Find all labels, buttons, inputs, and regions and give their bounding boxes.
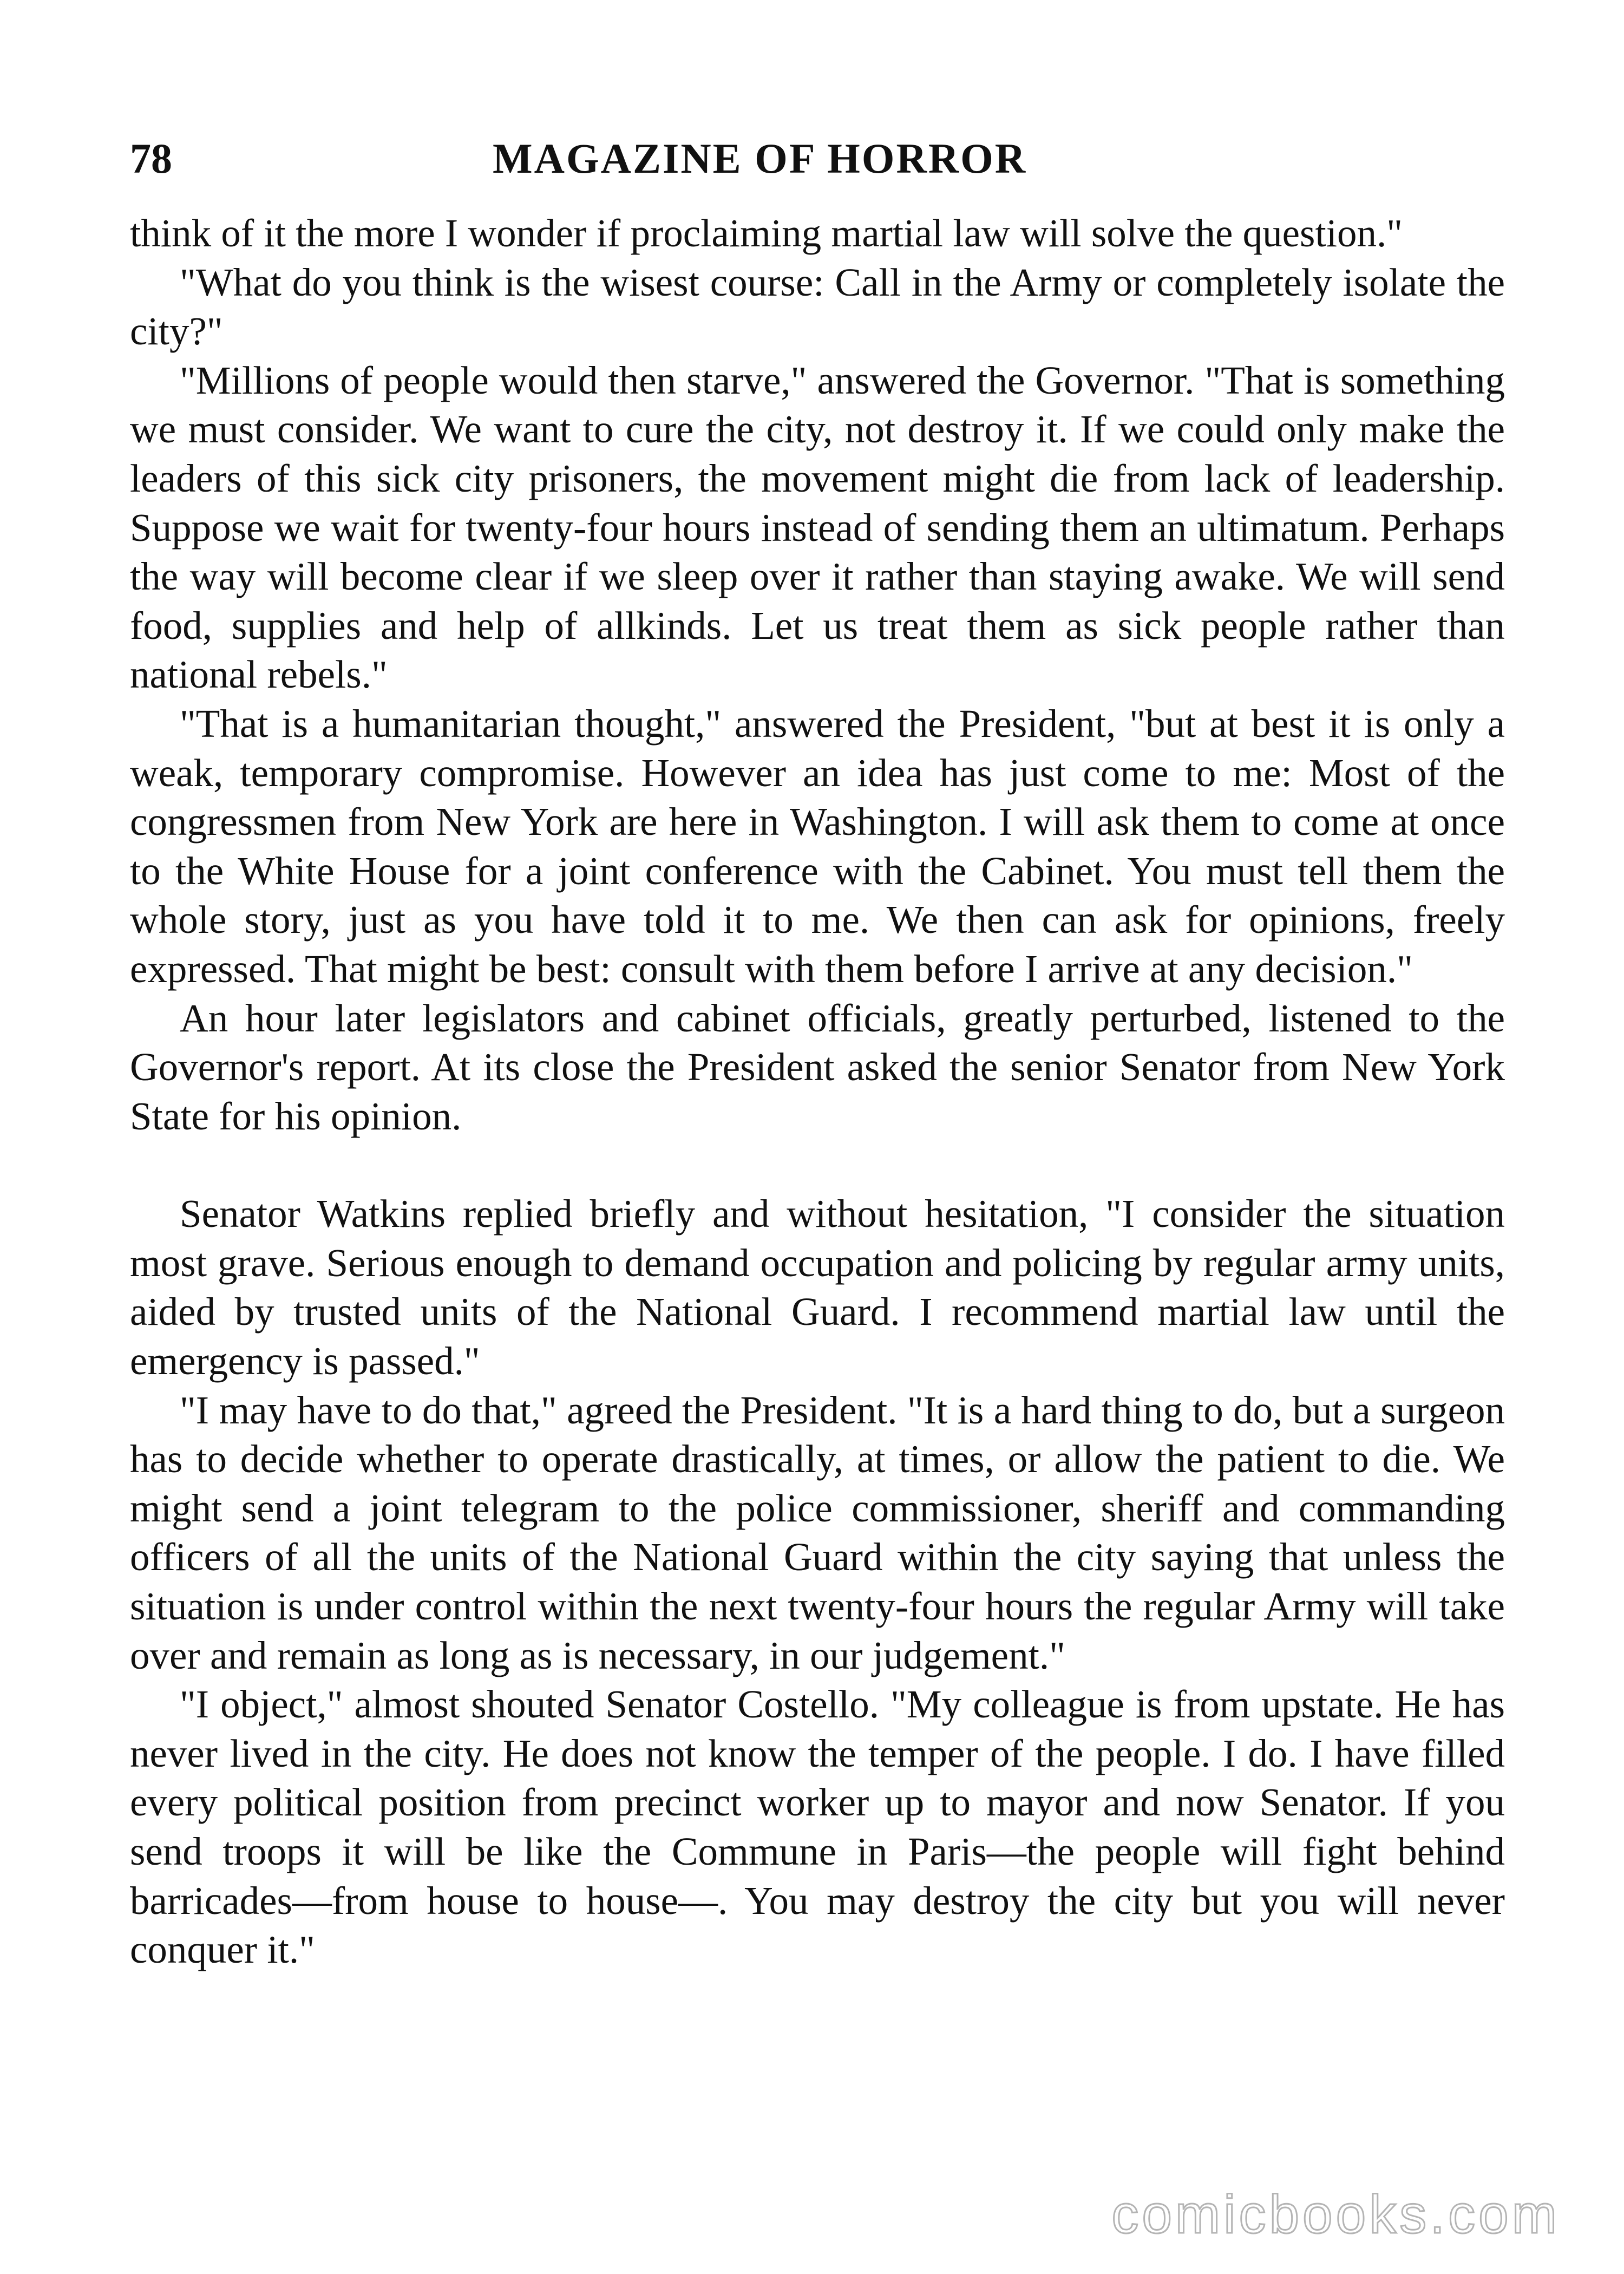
page-number: 78 <box>130 135 172 182</box>
story-text <box>130 209 1505 1975</box>
paragraph: "That is a humanitarian thought," answered the President, "but at best it is only a weak, temporary compromise. However an idea has just come to me: Most of the congressmen from New York are here in Washington. I will ask them to come at once to the White House for a joint conference with the Cabinet. You must tell them the whole story, just as you have told it to me. We then can ask for opinions, freely expressed. That might be best: consult with them before I arrive at any decision." <box>130 701 1505 991</box>
paragraph: "What do you think is the wisest course: Call in the Army or completely isolate the city?" <box>130 260 1505 354</box>
magazine-title: MAGAZINE OF HORROR <box>493 135 1027 182</box>
paragraph: Senator Watkins replied briefly and without hesitation, "I consider the situation most grave. Serious enough to demand occupation and policing by regular army units, aided by trusted units of the National Guard. I recommend martial law until the emergency is passed." <box>130 1192 1505 1383</box>
paragraph-continuation: think of it the more I wonder if proclaiming martial law will solve the question." <box>130 211 1403 255</box>
paragraph: "I object," almost shouted Senator Costello. "My colleague is from upstate. He has never lived in the city. He does not know the temper of the people. I do. I have filled every political position from precinct worker up to mayor and now Senator. If you send troops it will be like the Commune in Paris—the people will fight behind barricades—from house to house—. You may destroy the city but you will never conquer it." <box>130 1682 1505 1972</box>
paragraph: An hour later legislators and cabinet officials, greatly perturbed, listened to the Governor's report. At its close the President asked the senior Senator from New York State for his opinion. <box>130 996 1505 1138</box>
paragraph: "Millions of people would then starve," answered the Governor. "That is something we must consider. We want to cure the city, not destroy it. If we could only make the leaders of this sick city prisoners, the movement might die from lack of leadership. Suppose we wait for twenty-four hours instead of sending them an ultimatum. Perhaps the way will become clear if we sleep over it rather than staying awake. We will send food, supplies and help of allkinds. Let us treat them as sick people rather than national rebels." <box>130 358 1505 697</box>
running-head <box>130 129 1505 188</box>
watermark-logo: comicbooks.com <box>1111 2184 1560 2245</box>
paragraph: "I may have to do that," agreed the President. "It is a hard thing to do, but a surgeon has to decide whether to operate drastically, at times, or allow the patient to die. We might send a joint telegram to the police commissioner, sheriff and commanding officers of all the units of the National Guard within the city saying that unless the situation is under control within the next twenty-four hours the regular Army will take over and remain as long as is necessary, in our judgement." <box>130 1388 1505 1677</box>
section-break <box>130 1141 1505 1190</box>
